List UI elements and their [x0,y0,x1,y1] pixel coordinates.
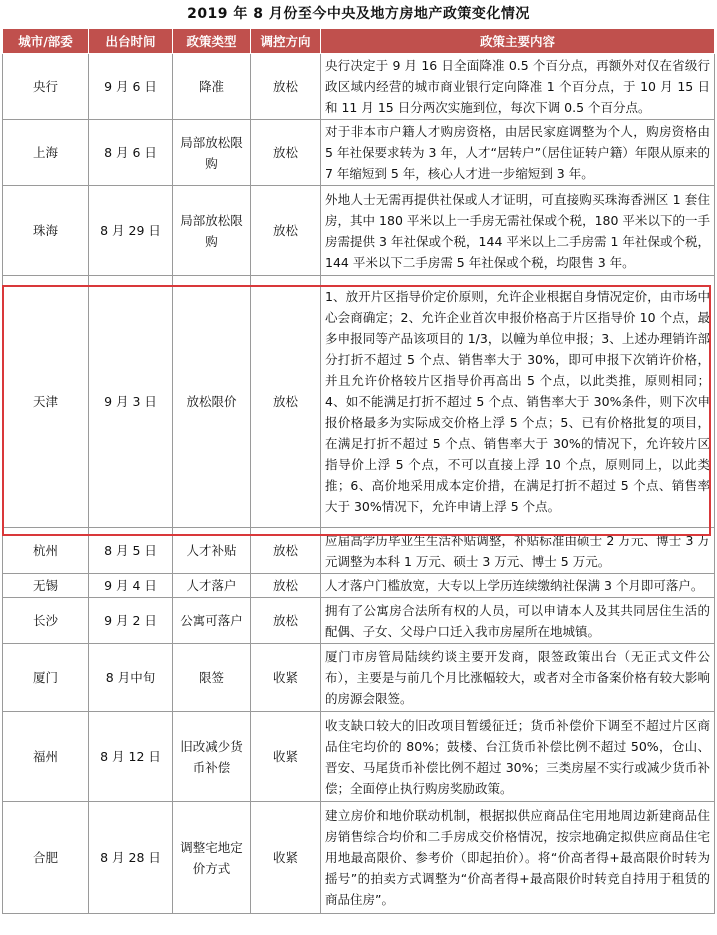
cell-date: 9 月 2 日 [89,598,173,644]
cell-direction: 收紧 [251,644,321,712]
cell-type: 限签 [173,644,251,712]
cell-city: 长沙 [3,598,89,644]
cell-date: 8 月 12 日 [89,712,173,802]
header-content: 政策主要内容 [321,29,715,54]
header-row [3,29,715,54]
header-city: 城市/部委 [3,29,89,54]
cell-type: 局部放松限购 [173,186,251,276]
policy-table [2,28,715,914]
cell-content: 央行决定于 9 月 16 日全面降准 0.5 个百分点，再额外对仅在省级行政区域内经营的城市商业银行定向降准 1 个百分点，于 10 月 15 日和 11 月 15 日分两次实施到位，每次下调 0.5 个百分点。 [321,54,715,120]
cell-content: 对于非本市户籍人才购房资格，由居民家庭调整为个人，购房资格由 5 年社保要求转为 3 年，人才“居转户”（居住证转户籍）年限从原来的 7 年缩短到 5 年，核心人才进一步缩短到 3 年。 [321,120,715,186]
cell-city: 上海 [3,120,89,186]
table-row [3,712,715,802]
table-row [3,802,715,914]
cell-direction: 放松 [251,598,321,644]
cell-type: 人才补贴 [173,528,251,574]
cell-city: 央行 [3,54,89,120]
cell-content: 人才落户门槛放宽，大专以上学历连续缴纳社保满 3 个月即可落户。 [321,574,715,598]
cell-direction: 收紧 [251,712,321,802]
cell-type: 局部放松限购 [173,120,251,186]
cell-city: 福州 [3,712,89,802]
cell-type: 降准 [173,54,251,120]
cell-type: 旧改减少货币补偿 [173,712,251,802]
cell-date: 9 月 3 日 [89,276,173,528]
cell-city: 无锡 [3,574,89,598]
cell-direction: 放松 [251,186,321,276]
header-date: 出台时间 [89,29,173,54]
table-row [3,574,715,598]
cell-city: 杭州 [3,528,89,574]
cell-content: 1、放开片区指导价定价原则，允许企业根据自身情况定价，由市场中心会商确定；2、允许企业首次申报价格高于片区指导价 10 个点，最多申报同等产品该项目的 1/3，以幢为单位申报；3、上述办理销许部分打折不超过 5 个点、销售率大于 30%，即可申报下次销许价格，并且允许价格较片区指导价再高出 5 个点，以此类推，原则相同；4、如不能满足打折不超过 5 个点、销售率大于 30%条件，则下次申报价格最多为实际成交价格上浮 5 个点；5、已有价格批复的项目，在满足打折不超过 5 个点、销售率大于 30%的情况下，允许较片区指导价上浮 5 个点，不可以直接上浮 10 个点，原则同上，以此类推；6、高价地采用成本定价措，在满足打折不超过 5 个点、销售率大于 30%情况下，允许申请上浮 5 个点。 [321,276,715,528]
table-row [3,186,715,276]
cell-city: 合肥 [3,802,89,914]
cell-type: 放松限价 [173,276,251,528]
table-row [3,54,715,120]
cell-type: 公寓可落户 [173,598,251,644]
cell-city: 天津 [3,276,89,528]
cell-date: 8 月 5 日 [89,528,173,574]
cell-date: 8 月 28 日 [89,802,173,914]
cell-date: 8 月 6 日 [89,120,173,186]
cell-date: 9 月 4 日 [89,574,173,598]
cell-city: 厦门 [3,644,89,712]
cell-content: 拥有了公寓房合法所有权的人员，可以申请本人及其共同居住生活的配偶、子女、父母户口迁入我市房屋所在地城镇。 [321,598,715,644]
table-title: 2019 年 8 月份至今中央及地方房地产政策变化情况 [187,6,530,22]
table-row [3,120,715,186]
header-direction: 调控方向 [251,29,321,54]
cell-content: 应届高学历毕业生生活补贴调整，补贴标准由硕士 2 万元、博士 3 万元调整为本科 1 万元、硕士 3 万元、博士 5 万元。 [321,528,715,574]
cell-type: 人才落户 [173,574,251,598]
cell-date: 8 月中旬 [89,644,173,712]
table-row [3,276,715,528]
cell-content: 收支缺口较大的旧改项目暂缓征迁；货币补偿价下调至不超过片区商品住宅均价的 80%；鼓楼、台江货币补偿比例不超过 50%，仓山、晋安、马尾货币补偿比例不超过 30%；三类房屋不实行或减少货币补偿；全面停止执行购房奖励政策。 [321,712,715,802]
cell-direction: 放松 [251,276,321,528]
table-row [3,598,715,644]
cell-content: 外地人士无需再提供社保或人才证明，可直接购买珠海香洲区 1 套住房，其中 180 平米以上一手房无需社保或个税，180 平米以下的一手房需提供 3 年社保或个税，144 平米以上二手房需 1 年社保或个税，144 平米以下二手房需 5 年社保或个税，均限售 3 年。 [321,186,715,276]
cell-direction: 放松 [251,120,321,186]
cell-direction: 放松 [251,528,321,574]
cell-content: 厦门市房管局陆续约谈主要开发商，限签政策出台（无正式文件公布），主要是与前几个月比涨幅较大，或者对全市备案价格有较大影响的房源会限签。 [321,644,715,712]
header-type: 政策类型 [173,29,251,54]
cell-content: 建立房价和地价联动机制，根据拟供应商品住宅用地周边新建商品住房销售综合均价和二手房成交价格情况，按宗地确定拟供应商品住宅用地最高限价、参考价（即起拍价）。将“价高者得+最高限价时转为摇号”的拍卖方式调整为“价高者得+最高限价时转竞自持用于租赁的商品住房”。 [321,802,715,914]
cell-city: 珠海 [3,186,89,276]
cell-direction: 收紧 [251,802,321,914]
cell-date: 9 月 6 日 [89,54,173,120]
cell-direction: 放松 [251,54,321,120]
cell-direction: 放松 [251,574,321,598]
table-row [3,644,715,712]
cell-date: 8 月 29 日 [89,186,173,276]
cell-type: 调整宅地定价方式 [173,802,251,914]
table-row [3,528,715,574]
